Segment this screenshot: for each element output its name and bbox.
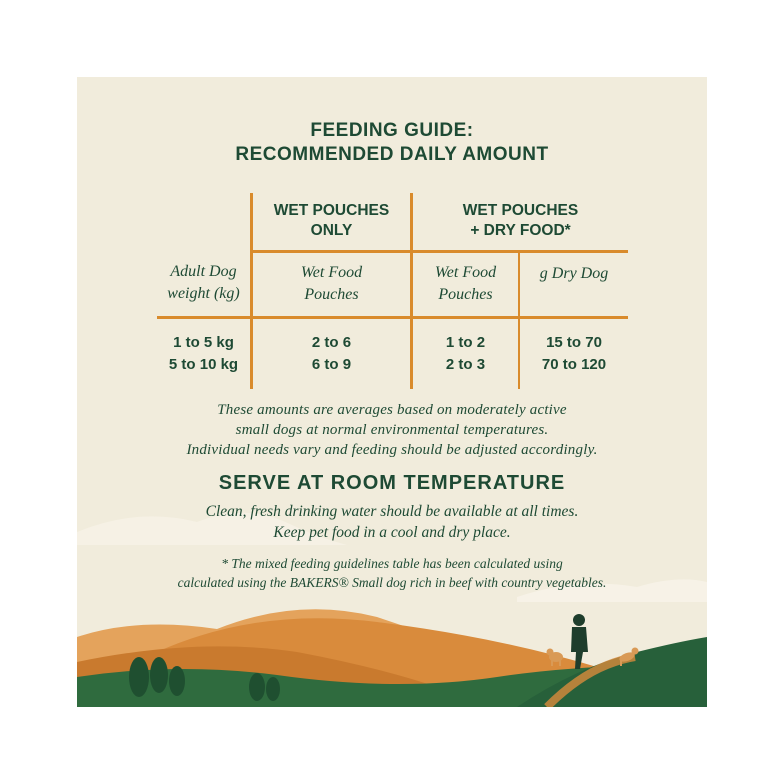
feeding-guide-panel [77,77,707,707]
empty-corner-cell [157,193,252,251]
landscape-illustration [77,77,707,707]
page-title [77,119,707,167]
title-line-2: RECOMMENDED DAILY AMOUNT [235,144,549,165]
water-note: Clean, fresh drinking water should be available at all times. Keep pet food in a cool and dry place. [205,503,579,541]
serve-heading: SERVE AT ROOM TEMPERATURE [218,472,566,494]
col-wet-only-values: 2 to 6 6 to 9 [252,317,412,389]
col-dry-values: 15 to 70 70 to 120 [519,317,628,389]
subheader-dry: g Dry Dog [519,251,628,317]
feeding-table [157,193,628,389]
header-wet-dry: WET POUCHES + DRY FOOD* [412,193,629,251]
title-line-1: FEEDING GUIDE: [310,120,474,141]
averages-note: These amounts are averages based on moderately active small dogs at normal environmental temperatures. Individual needs vary and feeding should be adjusted accordingly. [186,402,598,458]
col-weight-values: 1 to 5 kg 5 to 10 kg [168,333,239,373]
subheader-wet-only-pouches: Wet Food Pouches [252,251,412,317]
subheader-weight: Adult Dog weight (kg) [157,251,252,317]
col-mixed-pouches-values: 1 to 2 2 to 3 [412,317,520,389]
header-wet-only: WET POUCHES ONLY [252,193,412,251]
footnote: * The mixed feeding guidelines table has been calculated using calculated using the BAKERS® Small dog rich in beef with country vegetables. [177,556,607,590]
subheader-mixed-pouches: Wet Food Pouches [412,251,520,317]
